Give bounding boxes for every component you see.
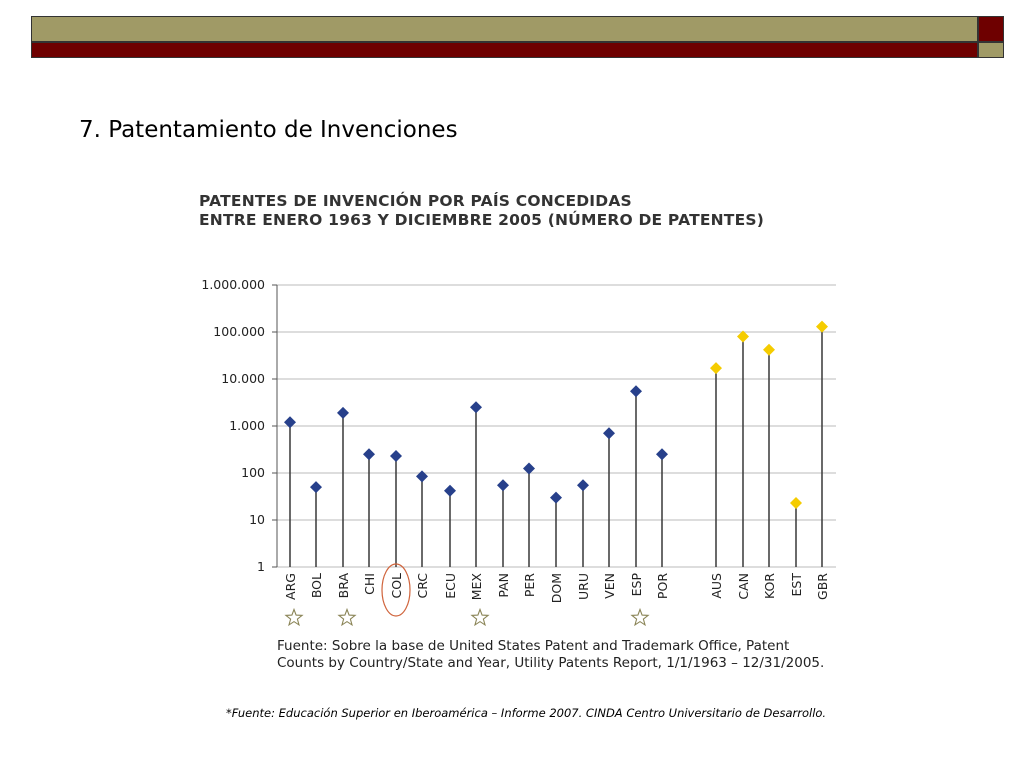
y-tick-label-0: 1: [257, 559, 265, 574]
chart-source-note: Fuente: Sobre la base de United States Patent and Trademark Office, Patent Counts by Country/State and Year, Utility Patents Report, 1/1/1963 – 12/31/2005.: [277, 638, 825, 671]
marker-mex: [470, 401, 482, 413]
marker-pan: [497, 479, 509, 491]
star-outline-icon: [472, 610, 488, 625]
marker-est: [790, 497, 802, 509]
x-label-esp: ESP: [629, 573, 644, 597]
marker-uru: [577, 479, 589, 491]
y-tick-label-6: 1.000.000: [201, 277, 265, 292]
marker-dom: [550, 492, 562, 504]
chart-title-line-2: ENTRE ENERO 1963 Y DICIEMBRE 2005 (NÚMERO DE PATENTES): [199, 211, 765, 229]
marker-esp: [630, 385, 642, 397]
chart-title-line-1: PATENTES DE INVENCIÓN POR PAÍS CONCEDIDAS: [199, 192, 632, 210]
x-label-arg: ARG: [283, 573, 298, 600]
marker-gbr: [816, 321, 828, 333]
marker-por: [656, 448, 668, 460]
marker-kor: [763, 344, 775, 356]
marker-chi: [363, 448, 375, 460]
marker-bol: [310, 481, 322, 493]
x-label-por: POR: [655, 573, 670, 600]
x-label-col: COL: [389, 573, 404, 599]
x-label-bol: BOL: [309, 573, 324, 599]
marker-crc: [416, 470, 428, 482]
x-label-can: CAN: [736, 573, 751, 600]
y-tick-label-1: 10: [249, 512, 265, 527]
x-label-ecu: ECU: [443, 573, 458, 599]
star-outline-icon: [339, 610, 355, 625]
star-outline-icon: [286, 610, 302, 625]
y-tick-label-5: 100.000: [213, 324, 265, 339]
x-label-ven: VEN: [602, 573, 617, 599]
x-label-gbr: GBR: [815, 573, 830, 600]
x-label-uru: URU: [576, 573, 591, 600]
x-label-kor: KOR: [762, 573, 777, 600]
x-label-bra: BRA: [336, 573, 351, 599]
marker-aus: [710, 362, 722, 374]
x-label-aus: AUS: [709, 573, 724, 599]
x-label-pan: PAN: [496, 573, 511, 598]
x-label-est: EST: [789, 573, 804, 597]
footer-source-note: *Fuente: Educación Superior en Iberoamérica – Informe 2007. CINDA Centro Universitario de Desarrollo.: [226, 706, 827, 720]
y-tick-label-4: 10.000: [221, 371, 265, 386]
star-outline-icon: [632, 610, 648, 625]
marker-bra: [337, 407, 349, 419]
x-label-chi: CHI: [362, 573, 377, 595]
x-label-mex: MEX: [469, 573, 484, 601]
marker-ven: [603, 427, 615, 439]
marker-col: [390, 450, 402, 462]
x-label-dom: DOM: [549, 573, 564, 604]
slide-title: 7. Patentamiento de Invenciones: [79, 117, 458, 143]
marker-ecu: [444, 485, 456, 497]
x-label-crc: CRC: [415, 573, 430, 599]
y-tick-label-2: 100: [241, 465, 265, 480]
y-tick-label-3: 1.000: [229, 418, 265, 433]
x-label-per: PER: [522, 573, 537, 598]
